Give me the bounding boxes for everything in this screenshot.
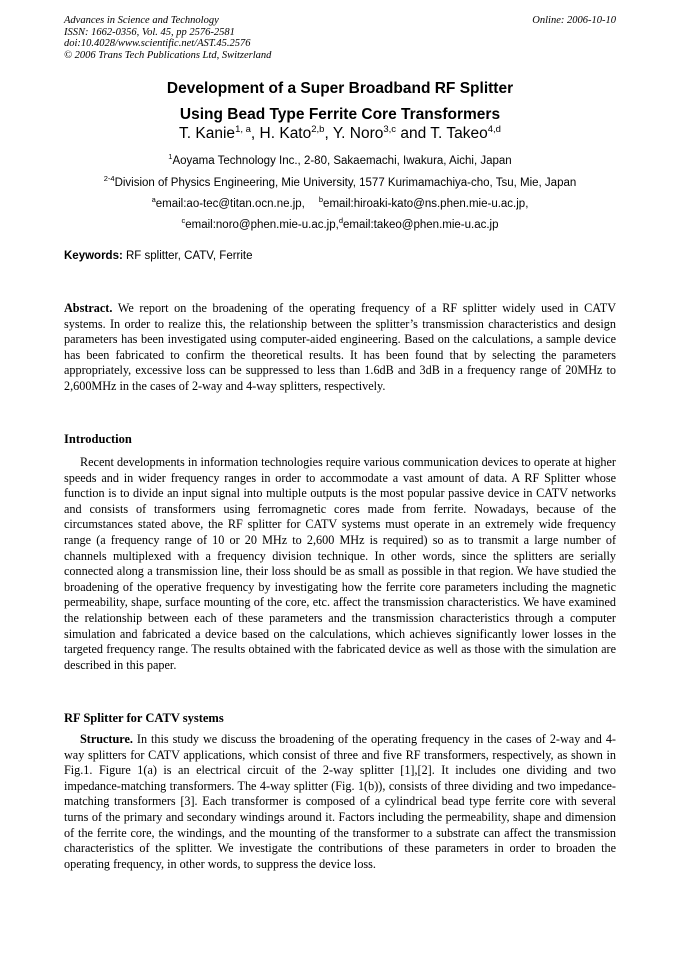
author-sup: 4,d	[487, 124, 501, 135]
introduction-paragraph: Recent developments in information technologies require various communication devices to operate at higher speeds and in wider frequency ranges in order to accommodate a vast amount of data. A RF Splitter whose function is to divide an input signal into multiple outputs is the most popular passive device in CATV networks and consists of transformers using ferromagnetic cores made from ferrite. Nowadays, because of the circumstances stated above, the RF splitter for CATV systems must operate in an extremely wide frequency range (a frequency range of 10 or 20 MHz to 2,600 MHz is required) so as to transmit a large number of channels multiplexed with a frequency division technique. In other words, since the splitters are serially connected along a transmission line, their loss should be as small as possible in that region. We have studied the broadening of the operative frequency by investigating how the ferrite core parameters including the magnetic permeability, shape, surface mounting of the core, etc. affect the transmission characteristics. We have examined the relationship between each of these parameters and the transmission characteristics through a computer simulation and fabricated a device based on the calculations, which achieves significantly lower losses in the targeted frequency range. The results obtained with the fabricated device as well as those with the simulation are described in this paper.	[64, 455, 616, 672]
structure-lead: Structure.	[80, 732, 133, 746]
author-sup: 1, a	[235, 124, 251, 135]
aff-text: Division of Physics Engineering, Mie University, 1577 Kurimamachiya-cho, Tsu, Mie, Japan	[114, 176, 577, 189]
author-name: H. Kato	[259, 125, 312, 143]
doi-line: doi:10.4028/www.scientific.net/AST.45.2576	[64, 38, 251, 49]
keywords-text: RF splitter, CATV, Ferrite	[122, 250, 253, 262]
email-sup: c	[181, 216, 186, 225]
email-link[interactable]: email:ao-tec@titan.ocn.ne.jp,	[155, 197, 305, 210]
email-sup: a	[151, 195, 156, 204]
author-name: T. Takeo	[430, 125, 488, 143]
structure-paragraph	[64, 732, 616, 872]
email-line-2	[64, 216, 616, 231]
structure-text: In this study we discuss the broadening of the operating frequency in the cases of 2-way and 4-way splitters for CATV applications, which consist of three and five RF transformers, respectively, as shown in Fig.1. Figure 1(a) is an electrical circuit of the 2-way splitter [1],[2]. It includes one dividing and two impedance-matching transformers. The 4-way splitter (Fig. 1(b)), consists of three dividing and two impedance-matching transformers [3]. Each transformer is composed of a cylindrical bead type ferrite core with several turns of the primary and secondary windings around it. Factors including the permeability, shape and dimension of the ferrite core, the windings, and the mounting of the transformer to a substrate can affect the transmission characteristics of the splitter. We investigate the contributions of these parameters in order to broaden the operating frequency, in other words, to suppress the device loss.	[64, 732, 616, 871]
keywords	[64, 250, 616, 262]
paper-title-line-2: Using Bead Type Ferrite Core Transformers	[179, 106, 501, 123]
affiliation-2	[64, 174, 616, 189]
email-line-1	[64, 195, 616, 210]
issn-line: ISSN: 1662-0356, Vol. 45, pp 2576-2581	[64, 26, 235, 38]
author-sep: and	[396, 125, 431, 143]
author-sup: 3,c	[383, 124, 397, 135]
email-link[interactable]: email:takeo@phen.mie-u.ac.jp	[343, 218, 499, 231]
copyright-line: © 2006 Trans Tech Publications Ltd, Switzerland	[64, 49, 272, 61]
journal-name: Advances in Science and Technology	[64, 15, 219, 26]
affiliation-1	[64, 152, 616, 167]
online-date: Online: 2006-10-10	[532, 15, 616, 26]
author-name: T. Kanie	[179, 125, 236, 143]
abstract-text: We report on the broadening of the operating frequency of a RF splitter widely used in CATV systems. In order to realize this, the relationship between the splitter’s transmission characteristics and design parameters has been investigated using computer-aided engineering. Based on the calculations, a sample device has been fabricated to confirm the theoretical results. It has been found that by selecting the parameters appropriately, excessive loss can be suppressed to less than 1.6dB and 3dB in a frequency range of 20MHz to 2,600MHz in the cases of 2-way and 4-way splitters, respectively.	[64, 301, 616, 393]
journal-header	[64, 15, 616, 61]
aff-sup: 2-4	[103, 174, 115, 183]
section-heading-introduction: Introduction	[64, 432, 132, 446]
author-sup: 2,b	[311, 124, 325, 135]
aff-text: Aoyama Technology Inc., 2-80, Sakaemachi, Iwakura, Aichi, Japan	[172, 154, 512, 167]
abstract-label: Abstract.	[64, 301, 113, 315]
keywords-label: Keywords:	[64, 250, 123, 262]
email-sup: b	[318, 195, 324, 204]
author-name: Y. Noro	[332, 125, 384, 143]
author-sep: ,	[324, 125, 333, 143]
paper-title-line-1: Development of a Super Broadband RF Splitter	[166, 80, 514, 97]
author-sep: ,	[250, 125, 260, 143]
email-link[interactable]: email:noro@phen.mie-u.ac.jp,	[185, 218, 339, 231]
email-sup: d	[338, 216, 343, 225]
abstract	[64, 301, 616, 395]
aff-sup: 1	[168, 152, 173, 161]
author-list	[64, 124, 616, 143]
section-heading-rf-splitter: RF Splitter for CATV systems	[64, 711, 224, 725]
email-link[interactable]: email:hiroaki-kato@ns.phen.mie-u.ac.jp,	[323, 197, 529, 210]
